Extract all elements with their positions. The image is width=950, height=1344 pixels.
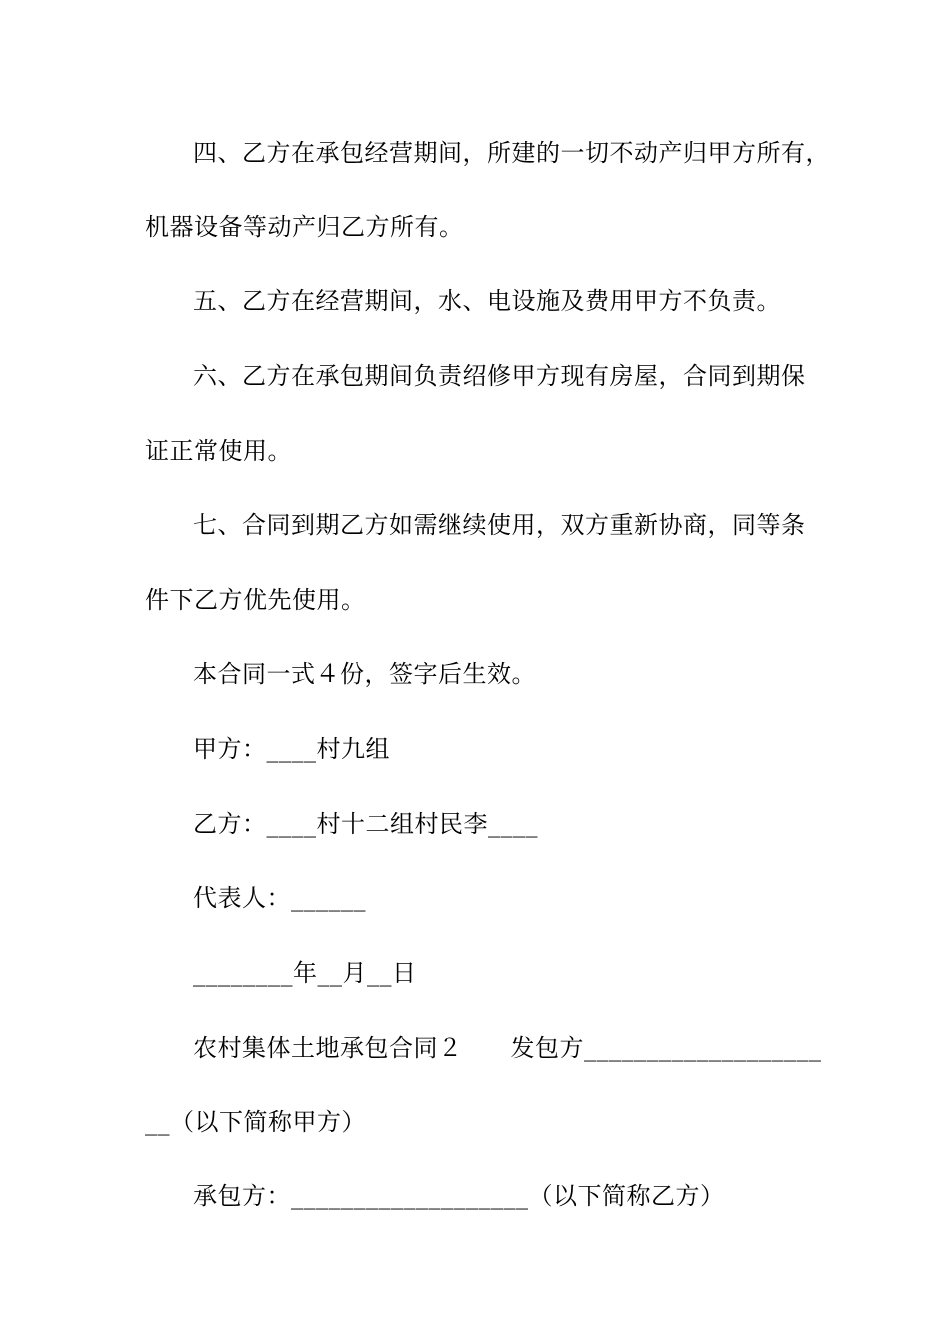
paragraph-line: 五、乙方在经营期间，水、电设施及费用甲方不负责。 [193, 287, 781, 315]
paragraph-line: __（以下简称甲方） [145, 1108, 366, 1136]
paragraph-line: 六、乙方在承包期间负责绍修甲方现有房屋，合同到期保 [193, 362, 806, 390]
date-line: ________年__月__日 [193, 959, 417, 987]
paragraph-line: 七、合同到期乙方如需继续使用，双方重新协商，同等条 [193, 511, 806, 539]
paragraph-line: 证正常使用。 [145, 437, 292, 465]
issuer-field: 发包方___________________ [510, 1034, 822, 1062]
paragraph-line: 机器设备等动产归乙方所有。 [145, 213, 464, 241]
paragraph-line: 本合同一式４份，签字后生效。 [193, 660, 536, 688]
contractor-line: 承包方：___________________（以下简称乙方） [193, 1182, 725, 1210]
paragraph-line: 件下乙方优先使用。 [145, 586, 366, 614]
party-a-line: 甲方：____村九组 [193, 735, 390, 763]
paragraph-line: 四、乙方在承包经营期间，所建的一切不动产归甲方所有， [193, 139, 830, 167]
contract-title: 农村集体土地承包合同２ [193, 1034, 463, 1062]
contract-title-line [193, 1030, 873, 1066]
party-b-line: 乙方：____村十二组村民李____ [193, 810, 538, 838]
representative-line: 代表人：______ [193, 884, 366, 912]
